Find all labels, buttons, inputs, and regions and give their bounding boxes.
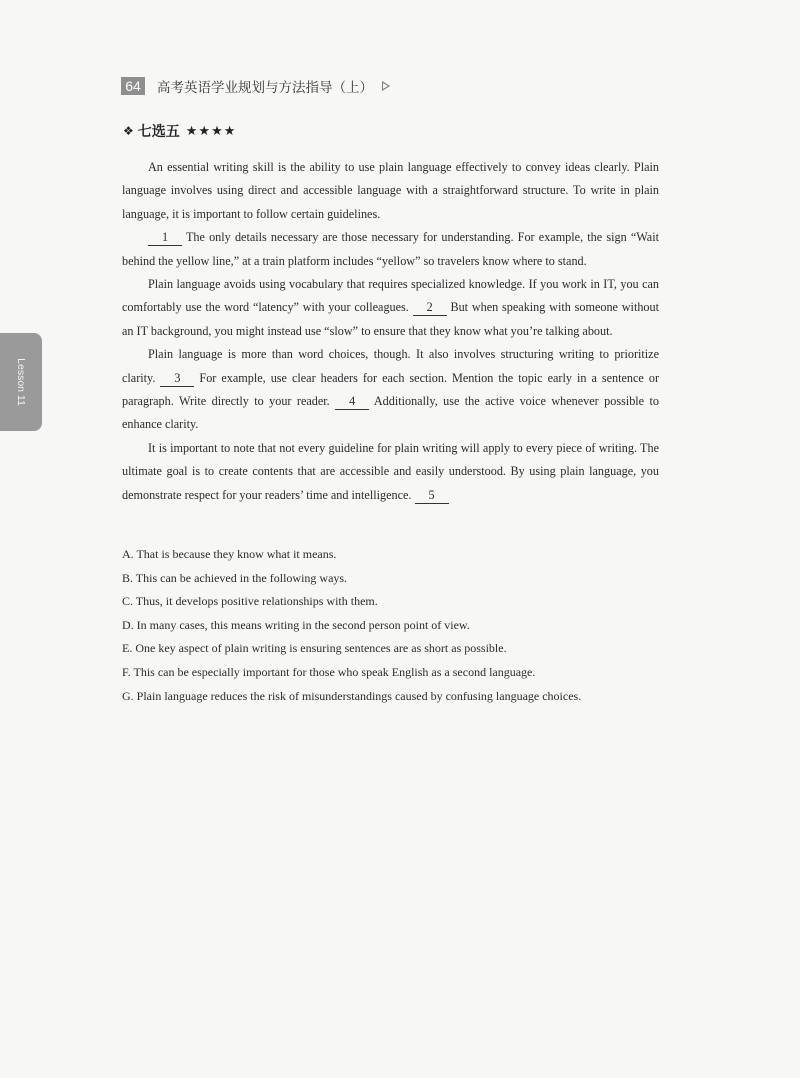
paragraph-2: 1 The only details necessary are those necessary for understanding. For example, the sign “Wait behind the yellow line,” at a train platform includes “yellow” so travelers know where to stand.: [122, 230, 659, 268]
triangle-arrow-icon: [382, 81, 390, 91]
blank-4[interactable]: 4: [335, 394, 369, 410]
option-g: G. Plain language reduces the risk of misunderstandings caused by confusing language choices.: [122, 688, 582, 703]
difficulty-stars: ★★★★: [185, 123, 237, 139]
blank-1[interactable]: 1: [148, 230, 182, 246]
page-number: 64: [121, 77, 145, 95]
page-header: [121, 76, 390, 96]
option-c: C. Thus, it develops positive relationships with them.: [122, 594, 378, 609]
option-b: B. This can be achieved in the following ways.: [122, 570, 348, 585]
paragraph-4: Plain language is more than word choices, though. It also involves structuring writing to prioritize clarity. 3 For example, use clear headers for each section. Mention the topic early in a sentence or paragraph. Write directly to your reader. 4 Additionally, use the active voice whenever possible to enhance clarity.: [122, 347, 660, 432]
diamond-icon: ❖: [123, 124, 134, 138]
option-f: F. This can be especially important for those who speak English as a second language.: [122, 664, 536, 679]
paragraph-3: Plain language avoids using vocabulary that requires specialized knowledge. If you work in IT, you can comfortably use the word “latency” with your colleagues. 2 But when speaking with someone without an IT background, you might instead use “slow” to ensure that they know what you’re talking about.: [122, 277, 659, 338]
paragraph-1: An essential writing skill is the ability to use plain language effectively to convey ideas clearly. Plain language involves using direct and accessible language with a straightforward structure. To write in plain language, it is important to follow certain guidelines.: [122, 160, 659, 221]
passage: [122, 156, 659, 507]
blank-2[interactable]: 2: [413, 300, 447, 316]
blank-5[interactable]: 5: [415, 488, 449, 504]
option-e: E. One key aspect of plain writing is ensuring sentences are as short as possible.: [122, 641, 507, 656]
section-heading: [123, 121, 236, 141]
option-d: D. In many cases, this means writing in the second person point of view.: [122, 617, 470, 632]
section-title: 七选五: [137, 124, 180, 140]
blank-3[interactable]: 3: [160, 371, 194, 387]
book-title: 高考英语学业规划与方法指导（上）: [157, 80, 373, 96]
paragraph-5: It is important to note that not every guideline for plain writing will apply to every piece of writing. The ultimate goal is to create contents that are accessible and easily understood. By using plain language, you demonstrate respect for your readers’ time and intelligence. 5: [122, 440, 659, 502]
option-a: A. That is because they know what it means.: [122, 547, 337, 561]
lesson-side-tab: [0, 333, 42, 431]
lesson-label: Lesson 11: [15, 358, 27, 406]
answer-options: [122, 543, 662, 708]
